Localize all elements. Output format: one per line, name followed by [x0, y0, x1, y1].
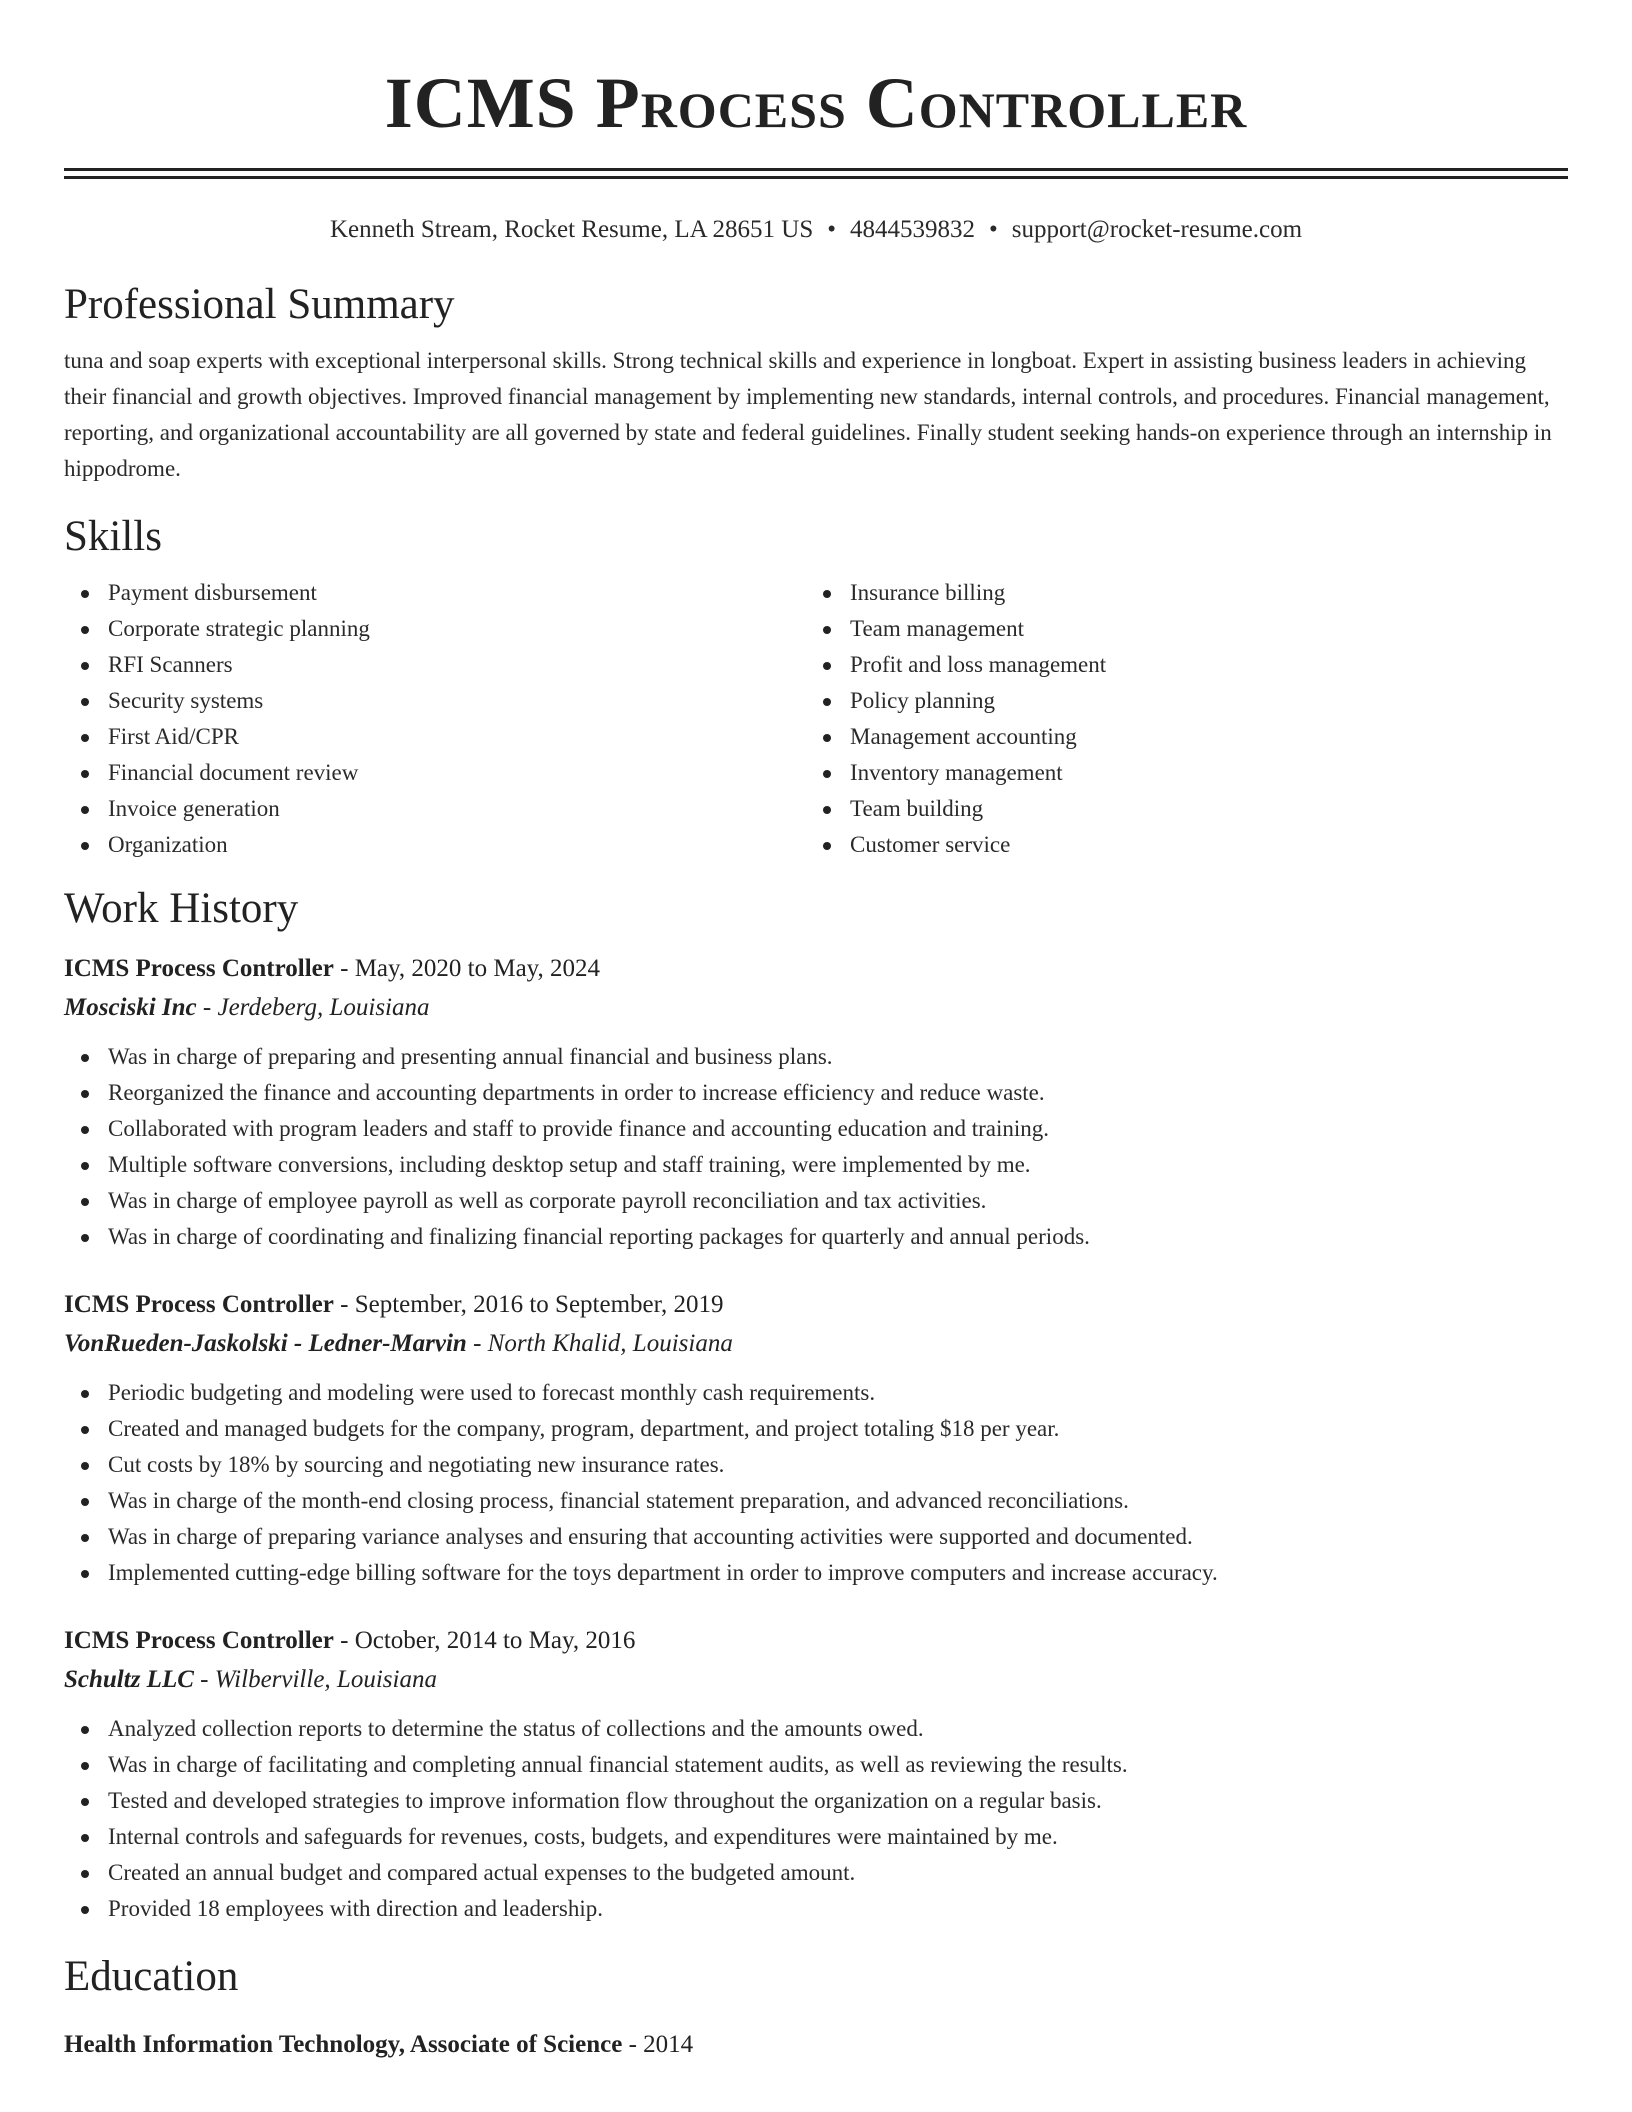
job-bullet: Was in charge of employee payroll as well as corporate payroll reconciliation and tax activities. [64, 1183, 1568, 1219]
education-degree: Health Information Technology, Associate of Science [64, 2031, 623, 2058]
company-location: - Jerdeberg, Louisiana [196, 994, 430, 1021]
company-location: - Wilberville, Louisiana [193, 1666, 437, 1693]
skill-item: First Aid/CPR [64, 719, 806, 755]
skill-item: Team management [806, 611, 1548, 647]
skills-list [64, 575, 1568, 863]
skills-column-left [64, 575, 806, 863]
contact-separator: • [827, 216, 836, 243]
job-title-line [64, 949, 1568, 989]
skill-item: Security systems [64, 683, 806, 719]
job-bullets [64, 1375, 1568, 1591]
skill-item: Insurance billing [806, 575, 1548, 611]
contact-separator: • [988, 216, 998, 243]
job-entry [64, 1621, 1568, 1927]
company-name: Schultz LLC [64, 1666, 194, 1693]
job-bullet: Was in charge of facilitating and completing annual financial statement audits, as well as reviewing the results. [64, 1747, 1568, 1783]
job-bullet: Was in charge of coordinating and finalizing financial reporting packages for quarterly and annual periods. [64, 1219, 1568, 1255]
job-bullet: Reorganized the finance and accounting departments in order to increase efficiency and reduce waste. [64, 1075, 1568, 1111]
skill-item: Invoice generation [64, 791, 806, 827]
job-title: ICMS Process Controller [64, 1627, 334, 1654]
education-entry [64, 2025, 1568, 2065]
job-bullet: Cut costs by 18% by sourcing and negotiating new insurance rates. [64, 1447, 1568, 1483]
company-line [64, 1661, 1568, 1699]
job-bullet: Was in charge of preparing and presenting annual financial and business plans. [64, 1039, 1568, 1075]
skill-item: Corporate strategic planning [64, 611, 806, 647]
skill-item: Management accounting [806, 719, 1548, 755]
contact-email[interactable]: support@rocket-resume.com [1011, 216, 1303, 243]
job-bullet: Periodic budgeting and modeling were used to forecast monthly cash requirements. [64, 1375, 1568, 1411]
resume-page [64, 0, 1568, 2065]
job-entry [64, 949, 1568, 1255]
skill-item: RFI Scanners [64, 647, 806, 683]
title-divider-bottom [64, 176, 1568, 179]
job-bullet: Tested and developed strategies to improve information flow throughout the organization on a regular basis. [64, 1783, 1568, 1819]
job-bullet: Analyzed collection reports to determine the status of collections and the amounts owed. [64, 1711, 1568, 1747]
contact-address: Kenneth Stream, Rocket Resume, LA 28651 US [329, 216, 814, 243]
job-title-line [64, 1621, 1568, 1661]
skills-column-right [806, 575, 1548, 863]
job-bullets [64, 1039, 1568, 1255]
job-bullet: Was in charge of preparing variance analyses and ensuring that accounting activities were supported and documented. [64, 1519, 1568, 1555]
education-heading: Education [64, 1953, 239, 2000]
education-year: - 2014 [622, 2031, 694, 2058]
job-dates: - October, 2014 to May, 2016 [333, 1627, 636, 1654]
job-bullet: Was in charge of the month-end closing process, financial statement preparation, and advanced reconciliations. [64, 1483, 1568, 1519]
job-entry [64, 1285, 1568, 1591]
job-title: ICMS Process Controller [64, 1291, 334, 1318]
summary-heading: Professional Summary [64, 281, 455, 328]
job-title: ICMS Process Controller [64, 955, 334, 982]
job-dates: - May, 2020 to May, 2024 [333, 955, 601, 982]
job-bullet: Internal controls and safeguards for revenues, costs, budgets, and expenditures were maintained by me. [64, 1819, 1568, 1855]
company-line [64, 989, 1568, 1027]
job-title-line [64, 1285, 1568, 1325]
job-bullet: Created an annual budget and compared actual expenses to the budgeted amount. [64, 1855, 1568, 1891]
skill-item: Team building [806, 791, 1548, 827]
skill-item: Inventory management [806, 755, 1548, 791]
title-divider-top [64, 168, 1568, 171]
job-bullet: Multiple software conversions, including desktop setup and staff training, were implemented by me. [64, 1147, 1568, 1183]
skill-item: Profit and loss management [806, 647, 1548, 683]
skill-item: Policy planning [806, 683, 1548, 719]
contact-line [64, 213, 1568, 247]
job-bullet: Created and managed budgets for the company, program, department, and project totaling $18 per year. [64, 1411, 1568, 1447]
job-dates: - September, 2016 to September, 2019 [333, 1291, 724, 1318]
company-line [64, 1325, 1568, 1363]
skill-item: Customer service [806, 827, 1548, 863]
skill-item: Organization [64, 827, 806, 863]
skill-item: Financial document review [64, 755, 806, 791]
company-location: - North Khalid, Louisiana [466, 1330, 733, 1357]
work-history-heading: Work History [64, 885, 299, 932]
skills-heading: Skills [64, 513, 162, 560]
contact-phone: 4844539832 [849, 216, 975, 243]
company-name: VonRueden-Jaskolski - Ledner-Marvin [64, 1330, 467, 1357]
skill-item: Payment disbursement [64, 575, 806, 611]
job-bullet: Implemented cutting-edge billing software for the toys department in order to improve computers and increase accuracy. [64, 1555, 1568, 1591]
job-bullet: Collaborated with program leaders and staff to provide finance and accounting education and training. [64, 1111, 1568, 1147]
resume-title: ICMS Process Controller [384, 63, 1248, 143]
job-bullet: Provided 18 employees with direction and leadership. [64, 1891, 1568, 1927]
summary-text: tuna and soap experts with exceptional interpersonal skills. Strong technical skills and experience in longboat. Expert in assisting business leaders in achieving their financial and growth objectives. Improved financial management by implementing new standards, internal controls, and procedures. Financial management, reporting, and organizational accountability are all governed by state and federal guidelines. Finally student seeking hands-on experience through an internship in hippodrome. [64, 348, 1552, 481]
company-name: Mosciski Inc [64, 994, 197, 1021]
job-bullets [64, 1711, 1568, 1927]
